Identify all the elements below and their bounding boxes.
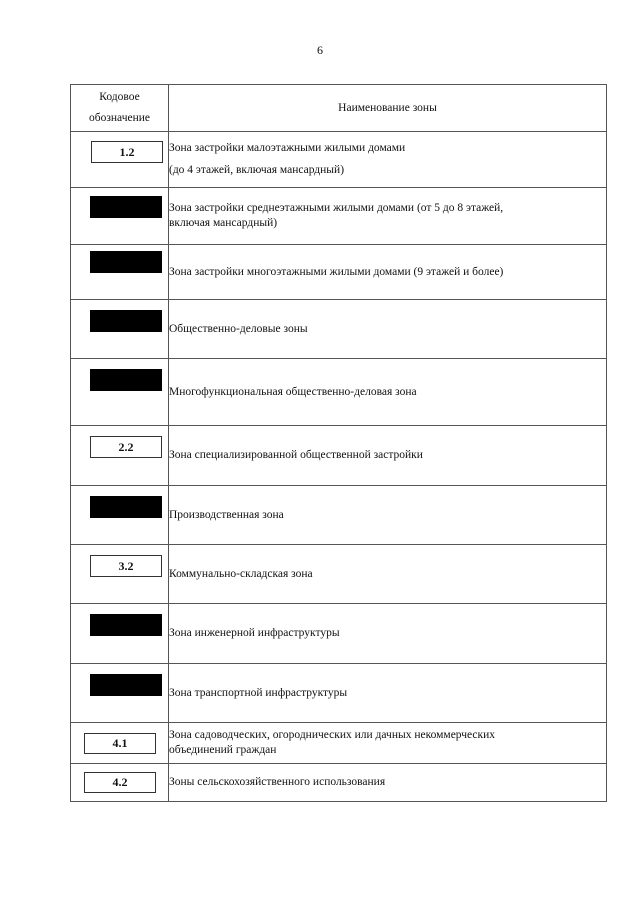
zone-name-line2: включая мансардный) bbox=[169, 217, 278, 229]
table-row bbox=[71, 188, 607, 245]
table-row bbox=[71, 664, 607, 723]
zone-name: Зона садоводческих, огороднических или дачных некоммерческих bbox=[169, 729, 496, 741]
zone-name: Зоны сельскохозяйственного использования bbox=[169, 776, 386, 788]
redacted-code-box bbox=[90, 674, 162, 696]
zone-name-cell bbox=[169, 426, 607, 486]
zone-name-cell bbox=[169, 300, 607, 359]
code-cell bbox=[71, 300, 169, 359]
redacted-code-box bbox=[90, 310, 162, 332]
header-code-line1: Кодовое bbox=[99, 91, 140, 103]
page-number: 6 bbox=[317, 43, 323, 57]
zone-code-box: 4.2 bbox=[84, 772, 156, 793]
zone-name: Зона застройки среднеэтажными жилыми домами (от 5 до 8 этажей, bbox=[169, 202, 504, 214]
code-cell bbox=[71, 764, 169, 802]
header-code-line2: обозначение bbox=[89, 112, 150, 124]
table-row bbox=[71, 300, 607, 359]
zone-code-box: 3.2 bbox=[90, 555, 162, 577]
redacted-code-box bbox=[90, 496, 162, 518]
zone-code-box: 2.2 bbox=[90, 436, 162, 458]
table-header-row bbox=[71, 85, 607, 132]
code-cell bbox=[71, 723, 169, 764]
table-row bbox=[71, 723, 607, 764]
table-row bbox=[71, 604, 607, 664]
header-name: Наименование зоны bbox=[169, 85, 607, 132]
code-cell bbox=[71, 545, 169, 604]
zone-code-box: 1.2 bbox=[91, 141, 163, 163]
zone-name-cell bbox=[169, 359, 607, 426]
table-row bbox=[71, 486, 607, 545]
zone-name: Зона транспортной инфраструктуры bbox=[169, 686, 348, 699]
zone-name-cell bbox=[169, 545, 607, 604]
zone-name: Общественно-деловые зоны bbox=[169, 322, 308, 335]
redacted-code-box bbox=[90, 614, 162, 636]
zone-code-box: 4.1 bbox=[84, 733, 156, 754]
table-row bbox=[71, 245, 607, 300]
table-row bbox=[71, 764, 607, 802]
table-row bbox=[71, 359, 607, 426]
zone-name: Зона застройки малоэтажными жилыми домами bbox=[169, 142, 406, 154]
zone-name: Коммунально-складская зона bbox=[169, 567, 313, 580]
zone-name-cell bbox=[169, 245, 607, 300]
zone-name: Многофункциональная общественно-деловая зона bbox=[169, 385, 417, 398]
code-cell bbox=[71, 664, 169, 723]
zone-name-cell bbox=[169, 664, 607, 723]
zone-name: Зона специализированной общественной застройки bbox=[169, 449, 423, 461]
code-cell bbox=[71, 426, 169, 486]
zone-name-cell bbox=[169, 764, 607, 802]
table-row bbox=[71, 426, 607, 486]
zone-name-line2: (до 4 этажей, включая мансардный) bbox=[169, 164, 345, 176]
code-cell bbox=[71, 188, 169, 245]
code-cell bbox=[71, 604, 169, 664]
zone-name: Производственная зона bbox=[169, 508, 284, 521]
code-cell bbox=[71, 486, 169, 545]
zone-name-cell bbox=[169, 132, 607, 188]
code-cell bbox=[71, 359, 169, 426]
zones-table bbox=[70, 84, 607, 802]
zone-name-cell bbox=[169, 486, 607, 545]
zone-name-line2: объединений граждан bbox=[169, 744, 277, 756]
zone-name: Зона застройки многоэтажными жилыми домами (9 этажей и более) bbox=[169, 265, 504, 278]
code-cell bbox=[71, 132, 169, 188]
header-code bbox=[71, 85, 169, 132]
zone-name: Зона инженерной инфраструктуры bbox=[169, 627, 340, 639]
redacted-code-box bbox=[90, 369, 162, 391]
table-row bbox=[71, 132, 607, 188]
table-row bbox=[71, 545, 607, 604]
zone-name-cell bbox=[169, 723, 607, 764]
zone-name-cell bbox=[169, 604, 607, 664]
redacted-code-box bbox=[90, 251, 162, 273]
redacted-code-box bbox=[90, 196, 162, 218]
zone-name-cell bbox=[169, 188, 607, 245]
code-cell bbox=[71, 245, 169, 300]
